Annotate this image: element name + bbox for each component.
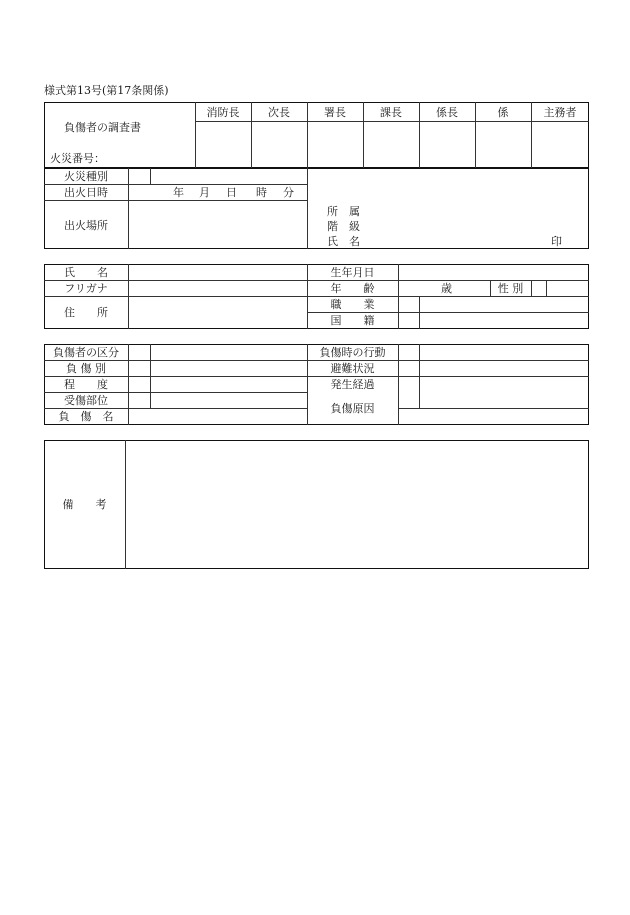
injury-category-field[interactable]	[151, 345, 306, 359]
evacuation-status-field[interactable]	[420, 361, 588, 375]
datetime-minute-unit: 分	[283, 186, 294, 199]
occurrence-process-code-field[interactable]	[399, 377, 418, 391]
approval-stamp-officer[interactable]	[532, 122, 588, 167]
age-unit: 歳	[441, 282, 452, 295]
sex-field[interactable]	[547, 281, 588, 295]
reporter-rank-label: 階 級	[327, 220, 360, 233]
action-at-injury-field[interactable]	[420, 345, 588, 359]
approval-header-chief: 消防長	[206, 106, 240, 119]
fire-type-field[interactable]	[151, 169, 306, 183]
approval-header-station-chief: 署長	[324, 106, 346, 119]
injury-cause-detail-field[interactable]	[399, 409, 588, 424]
datetime-hour-unit: 時	[256, 186, 267, 199]
fire-number-field[interactable]	[110, 150, 190, 166]
occurrence-process-field[interactable]	[420, 377, 588, 391]
evacuation-status-code-field[interactable]	[399, 361, 418, 375]
approval-header-staff: 係	[497, 106, 509, 119]
approval-header-officer: 主務者	[543, 106, 577, 119]
seal-mark: 印	[551, 235, 562, 248]
approval-header-section-chief: 課長	[380, 106, 402, 119]
nationality-field[interactable]	[420, 313, 588, 327]
address-field[interactable]	[129, 297, 306, 328]
approval-stamp-deputy[interactable]	[252, 122, 306, 167]
reporter-affiliation-label: 所 属	[327, 205, 360, 218]
name-label: 氏 名	[64, 266, 108, 279]
age-label: 年 齢	[330, 282, 375, 295]
birthdate-label: 生年月日	[330, 266, 375, 279]
approval-header-deputy: 次長	[268, 106, 290, 119]
occupation-label: 職 業	[330, 298, 375, 311]
datetime-year-unit: 年	[173, 186, 184, 199]
body-part-field[interactable]	[151, 393, 306, 407]
age-field[interactable]	[399, 281, 439, 295]
remarks-field[interactable]	[127, 442, 587, 567]
fire-type-code-field[interactable]	[129, 169, 149, 183]
remarks-label: 備 考	[62, 498, 107, 511]
injury-type-label: 負 傷 別	[66, 362, 106, 375]
injury-category-label: 負傷者の区分	[53, 346, 119, 359]
birthdate-field[interactable]	[399, 265, 588, 279]
evacuation-status-label: 避難状況	[330, 362, 375, 375]
reporter-name-label: 氏 名	[327, 235, 360, 248]
approval-stamp-staff[interactable]	[476, 122, 530, 167]
furigana-label: フリガナ	[64, 282, 108, 295]
address-label: 住 所	[64, 306, 108, 319]
injury-degree-field[interactable]	[151, 377, 306, 391]
body-part-label: 受傷部位	[64, 394, 108, 407]
occupation-code-field[interactable]	[399, 297, 418, 311]
sex-label: 性 別	[497, 282, 524, 295]
approval-header-subsection-chief: 係長	[436, 106, 458, 119]
reporter-rank-field[interactable]	[370, 218, 540, 232]
furigana-field[interactable]	[129, 281, 306, 295]
datetime-day-unit: 日	[226, 186, 237, 199]
form-number-title: 様式第13号(第17条関係)	[44, 84, 169, 97]
occupation-field[interactable]	[420, 297, 588, 311]
fire-datetime-field[interactable]	[129, 185, 306, 199]
approval-stamp-subsection-chief[interactable]	[420, 122, 474, 167]
injury-type-code-field[interactable]	[129, 361, 149, 375]
action-at-injury-code-field[interactable]	[399, 345, 418, 359]
injury-name-label: 負 傷 名	[58, 410, 114, 423]
fire-number-label: 火災番号：	[50, 152, 105, 165]
injury-cause-label: 負傷原因	[330, 402, 375, 415]
approval-stamp-section-chief[interactable]	[364, 122, 418, 167]
fire-datetime-label: 出火日時	[64, 186, 108, 199]
name-field[interactable]	[129, 265, 306, 279]
nationality-code-field[interactable]	[399, 313, 418, 327]
body-part-code-field[interactable]	[129, 393, 149, 407]
injury-degree-label: 程 度	[64, 378, 108, 391]
datetime-month-unit: 月	[199, 186, 210, 199]
fire-location-label: 出火場所	[64, 219, 108, 232]
injury-cause-field[interactable]	[420, 393, 588, 407]
approval-stamp-chief[interactable]	[196, 122, 250, 167]
sex-code-field[interactable]	[532, 281, 545, 295]
approval-stamp-station-chief[interactable]	[308, 122, 362, 167]
document-title: 負傷者の調査書	[64, 121, 141, 134]
injury-degree-code-field[interactable]	[129, 377, 149, 391]
nationality-label: 国 籍	[330, 314, 375, 327]
injury-cause-code-field[interactable]	[399, 393, 418, 407]
reporter-name-field[interactable]	[370, 233, 540, 247]
injury-name-field[interactable]	[129, 409, 306, 424]
occurrence-process-label: 発生経過	[330, 378, 375, 391]
fire-type-label: 火災種別	[64, 170, 108, 183]
reporter-affiliation-field[interactable]	[370, 203, 540, 217]
injury-type-field[interactable]	[151, 361, 306, 375]
action-at-injury-label: 負傷時の行動	[319, 346, 386, 359]
injury-category-code-field[interactable]	[129, 345, 149, 359]
fire-location-field[interactable]	[129, 201, 306, 248]
